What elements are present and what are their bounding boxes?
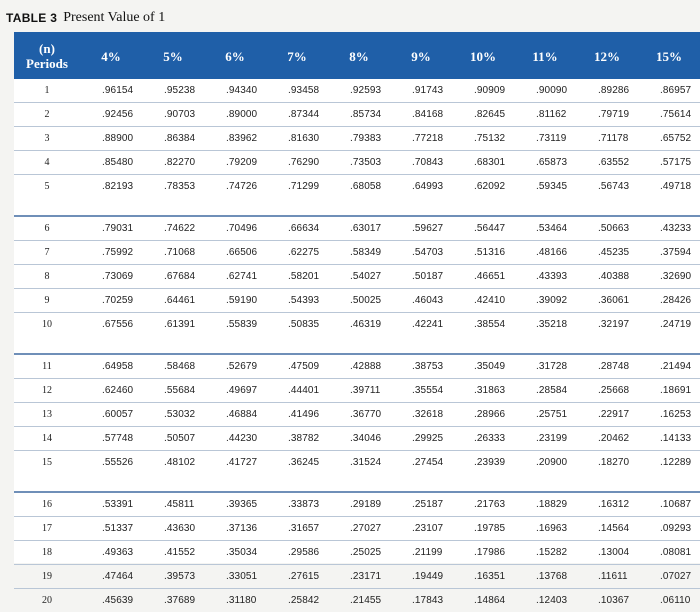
present-value-cell: .48102 bbox=[142, 451, 204, 475]
present-value-cell: .18691 bbox=[638, 379, 700, 403]
present-value-cell: .83962 bbox=[204, 127, 266, 151]
present-value-cell: .45811 bbox=[142, 492, 204, 517]
present-value-cell: .20900 bbox=[514, 451, 576, 475]
period-number: 18 bbox=[14, 541, 80, 565]
present-value-cell: .27027 bbox=[328, 517, 390, 541]
present-value-cell: .95238 bbox=[142, 79, 204, 103]
table-row bbox=[14, 151, 700, 175]
present-value-cell: .11611 bbox=[576, 565, 638, 589]
present-value-cell: .35034 bbox=[204, 541, 266, 565]
present-value-cell: .44401 bbox=[266, 379, 328, 403]
table-row bbox=[14, 451, 700, 475]
present-value-cell: .10367 bbox=[576, 589, 638, 612]
present-value-cell: .17843 bbox=[390, 589, 452, 612]
table-title: Present Value of 1 bbox=[63, 10, 165, 26]
present-value-cell: .79209 bbox=[204, 151, 266, 175]
rate-column-header: 9% bbox=[390, 32, 452, 79]
present-value-cell: .82645 bbox=[452, 103, 514, 127]
present-value-cell: .68301 bbox=[452, 151, 514, 175]
table-row bbox=[14, 175, 700, 199]
present-value-cell: .31657 bbox=[266, 517, 328, 541]
present-value-table-sheet bbox=[14, 32, 700, 563]
present-value-cell: .28426 bbox=[638, 289, 700, 313]
present-value-cell: .39365 bbox=[204, 492, 266, 517]
present-value-cell: .13004 bbox=[576, 541, 638, 565]
present-value-cell: .53391 bbox=[80, 492, 142, 517]
table-row bbox=[14, 379, 700, 403]
table-row bbox=[14, 427, 700, 451]
present-value-cell: .54703 bbox=[390, 241, 452, 265]
present-value-cell: .47464 bbox=[80, 565, 142, 589]
present-value-cell: .27615 bbox=[266, 565, 328, 589]
period-number: 19 bbox=[14, 565, 80, 589]
rate-column-header: 8% bbox=[328, 32, 390, 79]
present-value-cell: .13768 bbox=[514, 565, 576, 589]
present-value-cell: .32618 bbox=[390, 403, 452, 427]
present-value-cell: .25751 bbox=[514, 403, 576, 427]
present-value-cell: .76290 bbox=[266, 151, 328, 175]
present-value-cell: .41727 bbox=[204, 451, 266, 475]
present-value-cell: .86957 bbox=[638, 79, 700, 103]
present-value-cell: .90909 bbox=[452, 79, 514, 103]
present-value-cell: .14864 bbox=[452, 589, 514, 612]
present-value-cell: .53032 bbox=[142, 403, 204, 427]
present-value-cell: .51316 bbox=[452, 241, 514, 265]
present-value-cell: .37136 bbox=[204, 517, 266, 541]
present-value-cell: .47509 bbox=[266, 354, 328, 379]
present-value-cell: .55526 bbox=[80, 451, 142, 475]
period-number: 17 bbox=[14, 517, 80, 541]
present-value-cell: .62741 bbox=[204, 265, 266, 289]
present-value-cell: .56447 bbox=[452, 216, 514, 241]
present-value-cell: .45235 bbox=[576, 241, 638, 265]
present-value-cell: .66506 bbox=[204, 241, 266, 265]
present-value-cell: .70843 bbox=[390, 151, 452, 175]
present-value-cell: .31863 bbox=[452, 379, 514, 403]
present-value-cell: .50835 bbox=[266, 313, 328, 337]
present-value-cell: .82270 bbox=[142, 151, 204, 175]
present-value-cell: .29925 bbox=[390, 427, 452, 451]
present-value-cell: .29586 bbox=[266, 541, 328, 565]
present-value-cell: .74726 bbox=[204, 175, 266, 199]
present-value-cell: .81630 bbox=[266, 127, 328, 151]
present-value-cell: .64958 bbox=[80, 354, 142, 379]
table-caption bbox=[6, 8, 165, 28]
rate-column-header: 10% bbox=[452, 32, 514, 79]
present-value-cell: .33051 bbox=[204, 565, 266, 589]
period-number: 2 bbox=[14, 103, 80, 127]
rate-column-header: 11% bbox=[514, 32, 576, 79]
present-value-cell: .87344 bbox=[266, 103, 328, 127]
period-number: 3 bbox=[14, 127, 80, 151]
present-value-cell: .46043 bbox=[390, 289, 452, 313]
present-value-cell: .25842 bbox=[266, 589, 328, 612]
present-value-cell: .16963 bbox=[514, 517, 576, 541]
present-value-cell: .21763 bbox=[452, 492, 514, 517]
present-value-cell: .66634 bbox=[266, 216, 328, 241]
present-value-cell: .73069 bbox=[80, 265, 142, 289]
period-number: 8 bbox=[14, 265, 80, 289]
present-value-cell: .19785 bbox=[452, 517, 514, 541]
present-value-cell: .32197 bbox=[576, 313, 638, 337]
present-value-cell: .50663 bbox=[576, 216, 638, 241]
present-value-table bbox=[14, 32, 700, 612]
present-value-cell: .22917 bbox=[576, 403, 638, 427]
present-value-cell: .58349 bbox=[328, 241, 390, 265]
header-row bbox=[14, 32, 700, 79]
period-number: 1 bbox=[14, 79, 80, 103]
present-value-cell: .23171 bbox=[328, 565, 390, 589]
present-value-cell: .67684 bbox=[142, 265, 204, 289]
present-value-cell: .38554 bbox=[452, 313, 514, 337]
present-value-cell: .84168 bbox=[390, 103, 452, 127]
present-value-cell: .59627 bbox=[390, 216, 452, 241]
present-value-cell: .08081 bbox=[638, 541, 700, 565]
period-number: 13 bbox=[14, 403, 80, 427]
present-value-cell: .35218 bbox=[514, 313, 576, 337]
present-value-cell: .31728 bbox=[514, 354, 576, 379]
present-value-cell: .58201 bbox=[266, 265, 328, 289]
present-value-cell: .18829 bbox=[514, 492, 576, 517]
table-row bbox=[14, 541, 700, 565]
present-value-cell: .49363 bbox=[80, 541, 142, 565]
present-value-cell: .81162 bbox=[514, 103, 576, 127]
table-row bbox=[14, 565, 700, 589]
group-separator bbox=[14, 198, 700, 216]
present-value-cell: .59190 bbox=[204, 289, 266, 313]
period-number: 9 bbox=[14, 289, 80, 313]
present-value-cell: .79031 bbox=[80, 216, 142, 241]
present-value-cell: .29189 bbox=[328, 492, 390, 517]
present-value-cell: .35554 bbox=[390, 379, 452, 403]
present-value-cell: .21494 bbox=[638, 354, 700, 379]
period-number: 11 bbox=[14, 354, 80, 379]
present-value-cell: .16253 bbox=[638, 403, 700, 427]
present-value-cell: .62275 bbox=[266, 241, 328, 265]
present-value-cell: .92456 bbox=[80, 103, 142, 127]
present-value-cell: .85480 bbox=[80, 151, 142, 175]
period-number: 15 bbox=[14, 451, 80, 475]
present-value-cell: .33873 bbox=[266, 492, 328, 517]
present-value-cell: .93458 bbox=[266, 79, 328, 103]
present-value-cell: .42410 bbox=[452, 289, 514, 313]
present-value-cell: .16312 bbox=[576, 492, 638, 517]
present-value-cell: .58468 bbox=[142, 354, 204, 379]
rate-column-header: 12% bbox=[576, 32, 638, 79]
present-value-cell: .73119 bbox=[514, 127, 576, 151]
present-value-cell: .79383 bbox=[328, 127, 390, 151]
present-value-cell: .89000 bbox=[204, 103, 266, 127]
present-value-cell: .75132 bbox=[452, 127, 514, 151]
present-value-cell: .78353 bbox=[142, 175, 204, 199]
present-value-cell: .64461 bbox=[142, 289, 204, 313]
period-number: 20 bbox=[14, 589, 80, 612]
table-row bbox=[14, 241, 700, 265]
present-value-cell: .46884 bbox=[204, 403, 266, 427]
table-row bbox=[14, 127, 700, 151]
present-value-cell: .45639 bbox=[80, 589, 142, 612]
table-row bbox=[14, 289, 700, 313]
table-row bbox=[14, 216, 700, 241]
present-value-cell: .42241 bbox=[390, 313, 452, 337]
present-value-cell: .74622 bbox=[142, 216, 204, 241]
present-value-cell: .68058 bbox=[328, 175, 390, 199]
present-value-cell: .55684 bbox=[142, 379, 204, 403]
period-number: 12 bbox=[14, 379, 80, 403]
present-value-cell: .94340 bbox=[204, 79, 266, 103]
table-body bbox=[14, 79, 700, 612]
present-value-cell: .65752 bbox=[638, 127, 700, 151]
present-value-cell: .41496 bbox=[266, 403, 328, 427]
present-value-cell: .60057 bbox=[80, 403, 142, 427]
present-value-cell: .70259 bbox=[80, 289, 142, 313]
present-value-cell: .10687 bbox=[638, 492, 700, 517]
present-value-cell: .56743 bbox=[576, 175, 638, 199]
present-value-cell: .07027 bbox=[638, 565, 700, 589]
present-value-cell: .86384 bbox=[142, 127, 204, 151]
group-separator-cell bbox=[14, 336, 700, 354]
present-value-cell: .50025 bbox=[328, 289, 390, 313]
present-value-cell: .36770 bbox=[328, 403, 390, 427]
present-value-cell: .92593 bbox=[328, 79, 390, 103]
present-value-cell: .12403 bbox=[514, 589, 576, 612]
period-number: 6 bbox=[14, 216, 80, 241]
present-value-cell: .43393 bbox=[514, 265, 576, 289]
rate-column-header: 7% bbox=[266, 32, 328, 79]
present-value-cell: .38782 bbox=[266, 427, 328, 451]
table-row bbox=[14, 403, 700, 427]
present-value-cell: .88900 bbox=[80, 127, 142, 151]
table-row bbox=[14, 79, 700, 103]
present-value-cell: .35049 bbox=[452, 354, 514, 379]
present-value-cell: .21199 bbox=[390, 541, 452, 565]
table-row bbox=[14, 589, 700, 612]
present-value-cell: .82193 bbox=[80, 175, 142, 199]
present-value-cell: .85734 bbox=[328, 103, 390, 127]
table-row bbox=[14, 103, 700, 127]
present-value-cell: .25025 bbox=[328, 541, 390, 565]
present-value-cell: .36245 bbox=[266, 451, 328, 475]
period-number: 7 bbox=[14, 241, 80, 265]
present-value-cell: .44230 bbox=[204, 427, 266, 451]
present-value-cell: .34046 bbox=[328, 427, 390, 451]
present-value-cell: .46319 bbox=[328, 313, 390, 337]
present-value-cell: .61391 bbox=[142, 313, 204, 337]
present-value-cell: .57748 bbox=[80, 427, 142, 451]
present-value-cell: .14133 bbox=[638, 427, 700, 451]
periods-header-label: Periods bbox=[14, 56, 80, 71]
group-separator bbox=[14, 336, 700, 354]
present-value-cell: .70496 bbox=[204, 216, 266, 241]
present-value-cell: .12289 bbox=[638, 451, 700, 475]
present-value-cell: .75614 bbox=[638, 103, 700, 127]
present-value-cell: .41552 bbox=[142, 541, 204, 565]
period-number: 5 bbox=[14, 175, 80, 199]
present-value-cell: .17986 bbox=[452, 541, 514, 565]
present-value-cell: .77218 bbox=[390, 127, 452, 151]
present-value-cell: .23199 bbox=[514, 427, 576, 451]
present-value-cell: .51337 bbox=[80, 517, 142, 541]
present-value-cell: .65873 bbox=[514, 151, 576, 175]
present-value-cell: .71068 bbox=[142, 241, 204, 265]
present-value-cell: .39711 bbox=[328, 379, 390, 403]
table-row bbox=[14, 313, 700, 337]
table-row bbox=[14, 517, 700, 541]
rate-column-header: 4% bbox=[80, 32, 142, 79]
present-value-cell: .39092 bbox=[514, 289, 576, 313]
present-value-cell: .36061 bbox=[576, 289, 638, 313]
group-separator-cell bbox=[14, 198, 700, 216]
present-value-cell: .24719 bbox=[638, 313, 700, 337]
present-value-cell: .25668 bbox=[576, 379, 638, 403]
present-value-cell: .71178 bbox=[576, 127, 638, 151]
present-value-cell: .73503 bbox=[328, 151, 390, 175]
present-value-cell: .20462 bbox=[576, 427, 638, 451]
present-value-cell: .38753 bbox=[390, 354, 452, 379]
rate-column-header: 15% bbox=[638, 32, 700, 79]
present-value-cell: .31524 bbox=[328, 451, 390, 475]
present-value-cell: .63017 bbox=[328, 216, 390, 241]
present-value-cell: .64993 bbox=[390, 175, 452, 199]
present-value-cell: .50187 bbox=[390, 265, 452, 289]
group-separator-cell bbox=[14, 474, 700, 492]
present-value-cell: .91743 bbox=[390, 79, 452, 103]
present-value-cell: .26333 bbox=[452, 427, 514, 451]
present-value-cell: .15282 bbox=[514, 541, 576, 565]
present-value-cell: .46651 bbox=[452, 265, 514, 289]
present-value-cell: .27454 bbox=[390, 451, 452, 475]
present-value-cell: .37689 bbox=[142, 589, 204, 612]
present-value-cell: .06110 bbox=[638, 589, 700, 612]
present-value-cell: .43233 bbox=[638, 216, 700, 241]
present-value-cell: .18270 bbox=[576, 451, 638, 475]
present-value-cell: .62460 bbox=[80, 379, 142, 403]
present-value-cell: .16351 bbox=[452, 565, 514, 589]
table-row bbox=[14, 492, 700, 517]
present-value-cell: .09293 bbox=[638, 517, 700, 541]
present-value-cell: .31180 bbox=[204, 589, 266, 612]
present-value-cell: .48166 bbox=[514, 241, 576, 265]
present-value-cell: .21455 bbox=[328, 589, 390, 612]
present-value-cell: .52679 bbox=[204, 354, 266, 379]
present-value-cell: .57175 bbox=[638, 151, 700, 175]
present-value-cell: .19449 bbox=[390, 565, 452, 589]
present-value-cell: .55839 bbox=[204, 313, 266, 337]
present-value-cell: .49718 bbox=[638, 175, 700, 199]
periods-column-header bbox=[14, 32, 80, 79]
present-value-cell: .43630 bbox=[142, 517, 204, 541]
period-number: 14 bbox=[14, 427, 80, 451]
table-row bbox=[14, 265, 700, 289]
present-value-cell: .32690 bbox=[638, 265, 700, 289]
present-value-cell: .79719 bbox=[576, 103, 638, 127]
present-value-cell: .23107 bbox=[390, 517, 452, 541]
group-separator bbox=[14, 474, 700, 492]
present-value-cell: .28966 bbox=[452, 403, 514, 427]
present-value-cell: .75992 bbox=[80, 241, 142, 265]
present-value-cell: .54027 bbox=[328, 265, 390, 289]
present-value-cell: .23939 bbox=[452, 451, 514, 475]
present-value-cell: .53464 bbox=[514, 216, 576, 241]
present-value-cell: .39573 bbox=[142, 565, 204, 589]
present-value-cell: .89286 bbox=[576, 79, 638, 103]
rate-column-header: 5% bbox=[142, 32, 204, 79]
periods-header-n: (n) bbox=[14, 41, 80, 56]
present-value-cell: .14564 bbox=[576, 517, 638, 541]
present-value-cell: .62092 bbox=[452, 175, 514, 199]
period-number: 10 bbox=[14, 313, 80, 337]
rate-column-header: 6% bbox=[204, 32, 266, 79]
present-value-cell: .42888 bbox=[328, 354, 390, 379]
present-value-cell: .40388 bbox=[576, 265, 638, 289]
present-value-cell: .54393 bbox=[266, 289, 328, 313]
present-value-cell: .37594 bbox=[638, 241, 700, 265]
present-value-cell: .96154 bbox=[80, 79, 142, 103]
present-value-cell: .67556 bbox=[80, 313, 142, 337]
present-value-cell: .63552 bbox=[576, 151, 638, 175]
present-value-cell: .25187 bbox=[390, 492, 452, 517]
present-value-cell: .90703 bbox=[142, 103, 204, 127]
table-row bbox=[14, 354, 700, 379]
present-value-cell: .50507 bbox=[142, 427, 204, 451]
present-value-cell: .71299 bbox=[266, 175, 328, 199]
present-value-cell: .90090 bbox=[514, 79, 576, 103]
period-number: 4 bbox=[14, 151, 80, 175]
table-number: TABLE 3 bbox=[6, 11, 63, 25]
present-value-cell: .49697 bbox=[204, 379, 266, 403]
present-value-cell: .59345 bbox=[514, 175, 576, 199]
present-value-cell: .28584 bbox=[514, 379, 576, 403]
present-value-cell: .28748 bbox=[576, 354, 638, 379]
period-number: 16 bbox=[14, 492, 80, 517]
